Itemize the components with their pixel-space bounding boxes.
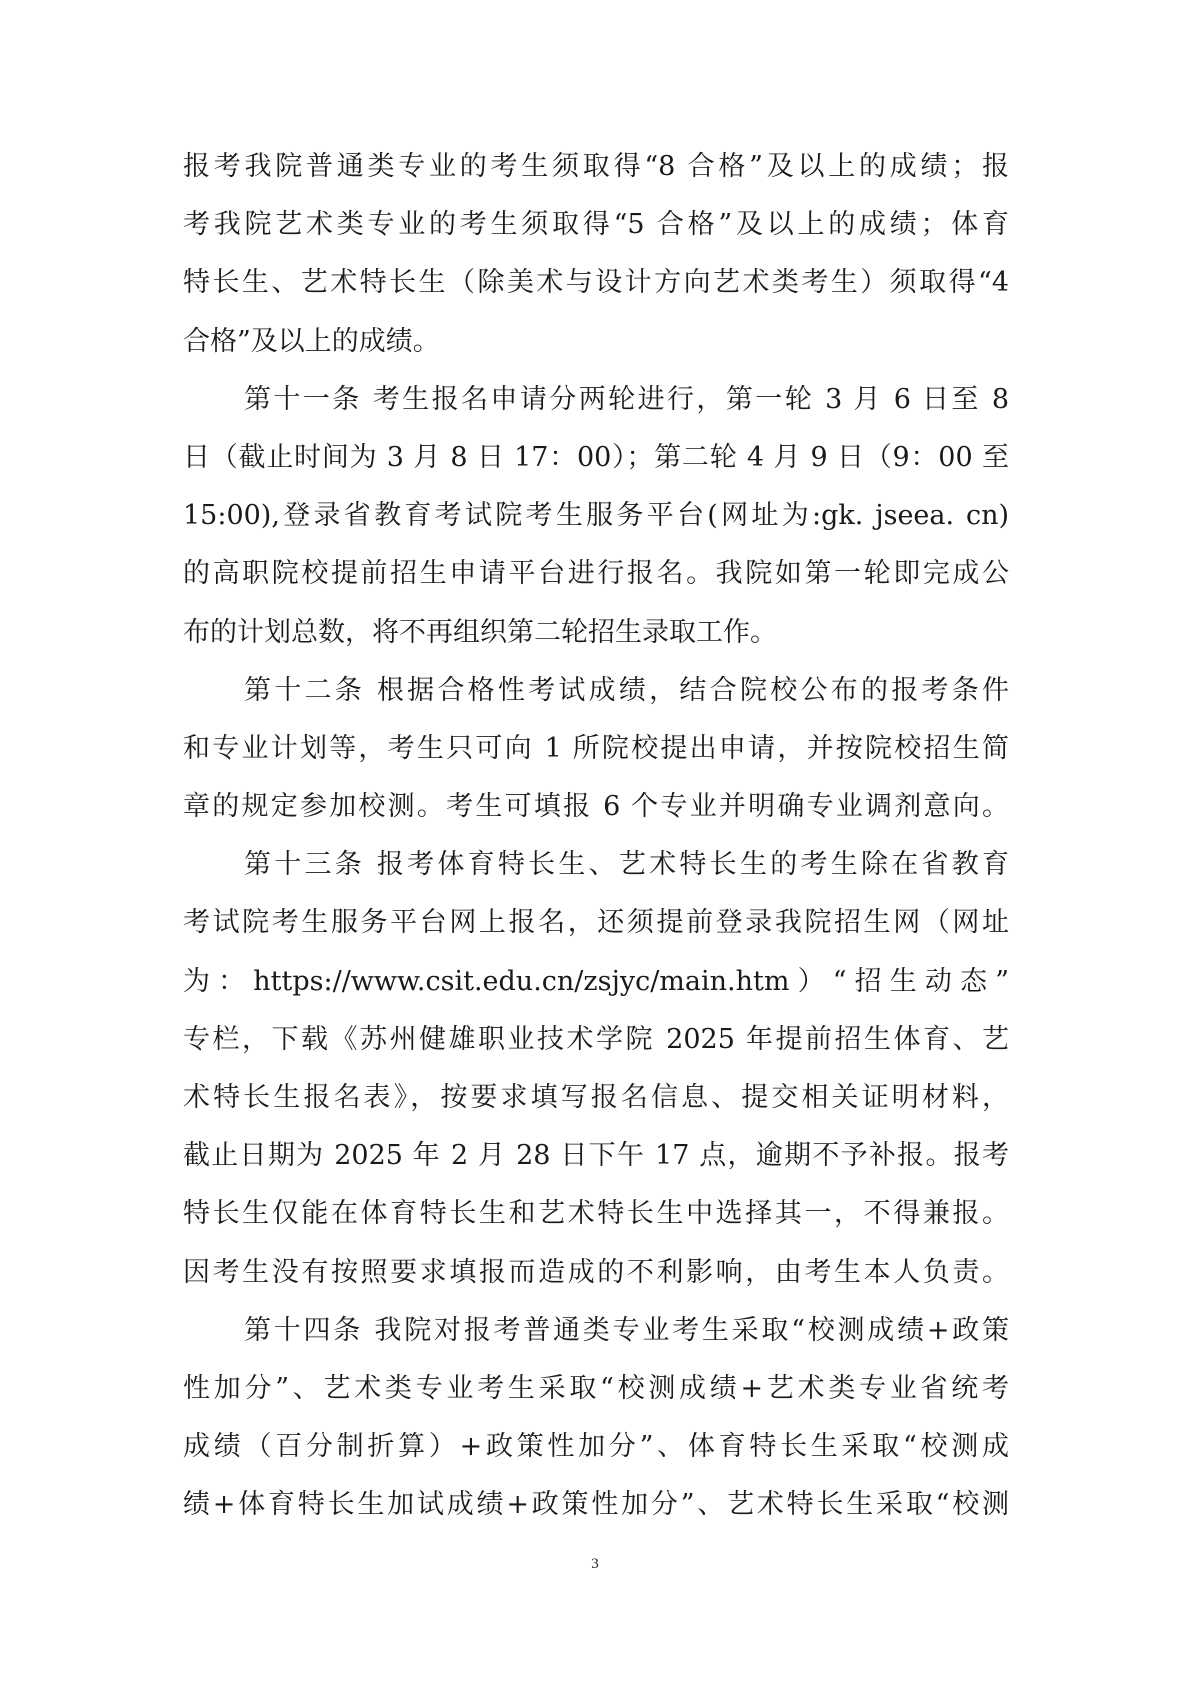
text-line: 报考我院普通类专业的考生须取得“8 合格”及以上的成绩；报 <box>183 151 1009 182</box>
text-line: 15:00),登录省教育考试院考生服务平台(网址为:gk. jseea. cn) <box>183 500 1009 532</box>
text-line: 性加分”、艺术类专业考生采取“校测成绩+艺术类专业省统考 <box>183 1372 1009 1404</box>
text-line: 日（截止时间为 3 月 8 日 17：00）；第二轮 4 月 9 日（9：00 至 <box>183 441 1009 473</box>
document-body <box>183 138 1009 1535</box>
article-14-heading-line: 第十四条 我院对报考普通类专业考生采取“校测成绩+政策 <box>244 1314 1009 1346</box>
text-line: 章的规定参加校测。考生可填报 6 个专业并明确专业调剂意向。 <box>183 791 1009 823</box>
text-line: 成绩（百分制折算）+政策性加分”、体育特长生采取“校测成 <box>183 1431 1009 1463</box>
text-line: 截止日期为 2025 年 2 月 28 日下午 17 点，逾期不予补报。报考 <box>183 1140 1009 1172</box>
text-line: 绩+体育特长生加试成绩+政策性加分”、艺术特长生采取“校测 <box>183 1489 1009 1521</box>
article-12-heading-line: 第十二条 根据合格性考试成绩，结合院校公布的报考条件 <box>244 674 1009 706</box>
text-line: 和专业计划等，考生只可向 1 所院校提出申请，并按院校招生简 <box>183 732 1009 764</box>
article-13-heading-line: 第十三条 报考体育特长生、艺术特长生的考生除在省教育 <box>244 849 1009 881</box>
text-line: 考试院考生服务平台网上报名，还须提前登录我院招生网（网址 <box>183 907 1009 939</box>
article-11-heading-line: 第十一条 考生报名申请分两轮进行，第一轮 3 月 6 日至 8 <box>244 383 1009 415</box>
text-line: 布的计划总数，将不再组织第二轮招生录取工作。 <box>183 616 777 648</box>
page-number: 3 <box>591 1556 599 1572</box>
text-line: 术特长生报名表》，按要求填写报名信息、提交相关证明材料， <box>183 1082 1009 1113</box>
text-line: 特长生仅能在体育特长生和艺术特长生中选择其一，不得兼报。 <box>183 1198 1009 1230</box>
text-line: 为：https://www.csit.edu.cn/zsjyc/main.htm）“招生动态” <box>183 965 1009 997</box>
text-line: 合格”及以上的成绩。 <box>183 325 440 357</box>
text-line: 的高职院校提前招生申请平台进行报名。我院如第一轮即完成公 <box>183 558 1009 590</box>
text-line: 考我院艺术类专业的考生须取得“5 合格”及以上的成绩；体育 <box>183 209 1009 241</box>
text-line: 特长生、艺术特长生（除美术与设计方向艺术类考生）须取得“4 <box>183 267 1009 299</box>
text-line: 专栏，下载《苏州健雄职业技术学院 2025 年提前招生体育、艺 <box>183 1023 1009 1055</box>
text-line: 因考生没有按照要求填报而造成的不利影响，由考生本人负责。 <box>183 1256 1009 1288</box>
